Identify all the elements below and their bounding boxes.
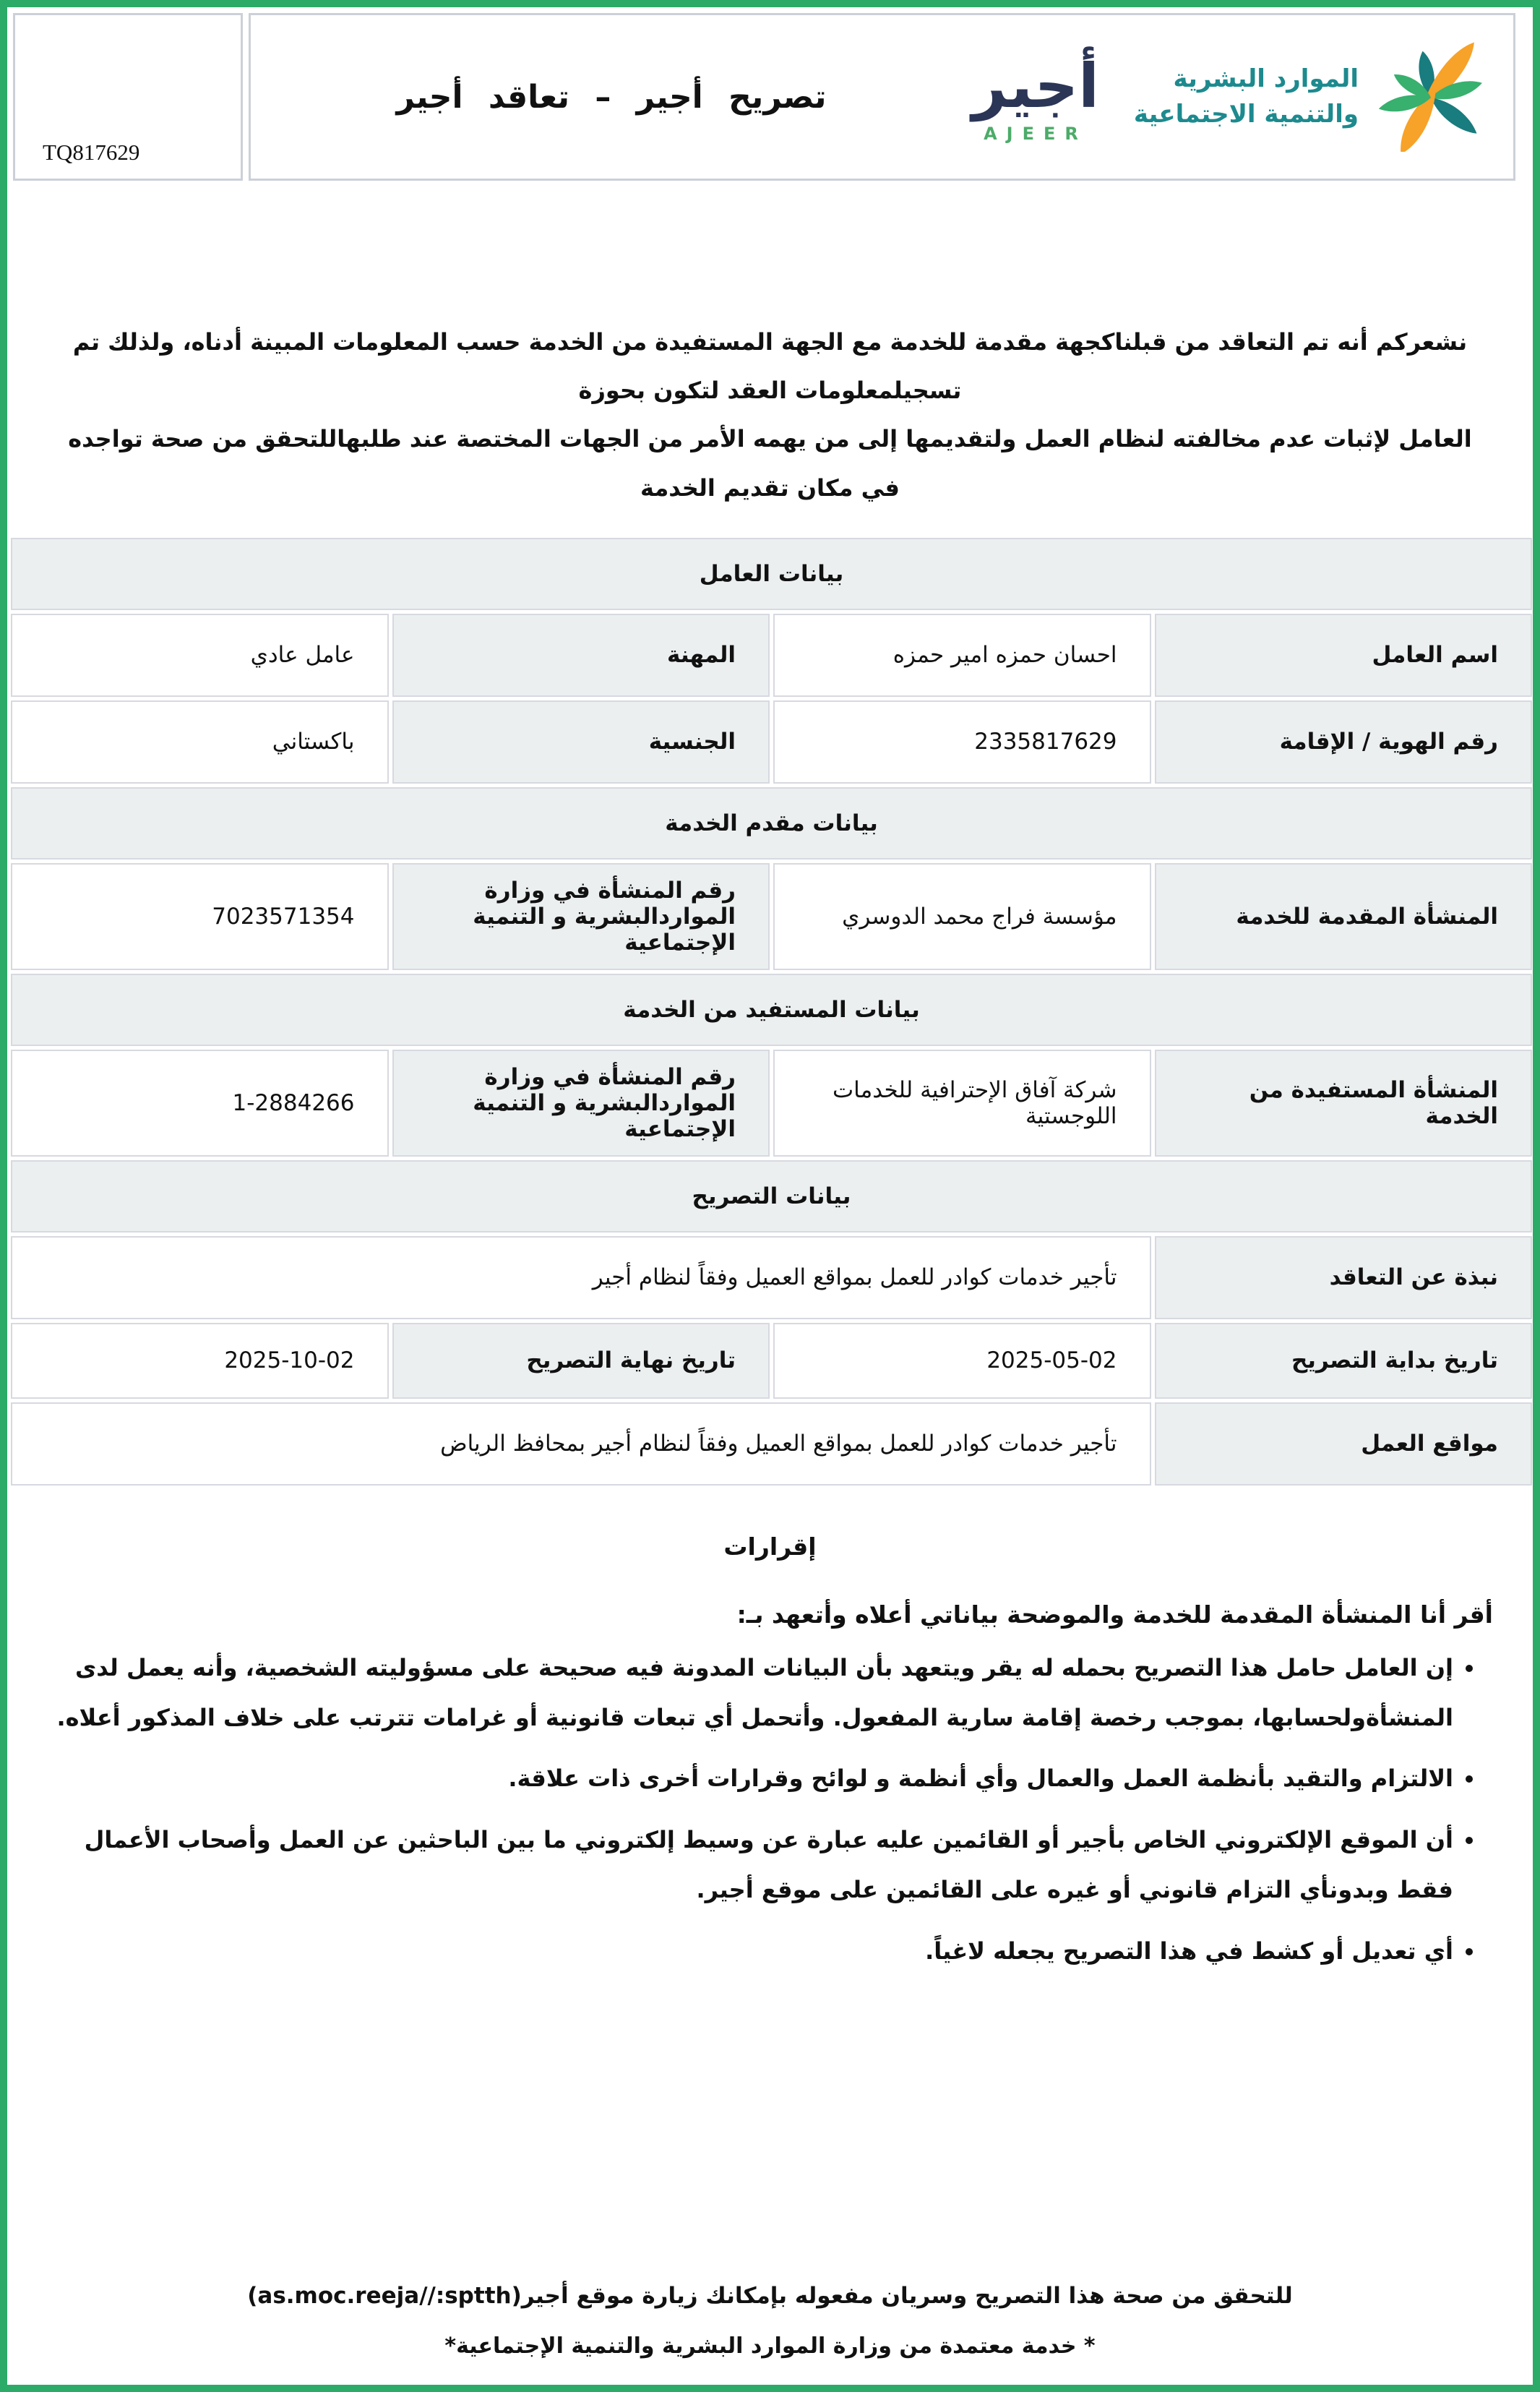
intro-paragraph bbox=[47, 318, 1493, 513]
title-area bbox=[251, 79, 972, 116]
worker-name-value: احسان حمزه امير حمزه bbox=[773, 614, 1151, 697]
provider-section-header: بيانات مقدم الخدمة bbox=[11, 787, 1532, 860]
worker-id-label: رقم الهوية / الإقامة bbox=[1155, 700, 1533, 784]
footer-accredited-line: * خدمة معتمدة من وزارة الموارد البشرية والتنمية الإجتماعية* bbox=[444, 2333, 1096, 2359]
declaration-item: • أن الموقع الإلكتروني الخاص بأجير أو القائمين عليه عبارة عن وسيط إلكتروني ما بين الباحثين عن العمل وأصحاب الأعمال فقط وبدونأي التزام قانوني أو غيره على القائمين على موقع أجير. bbox=[47, 1815, 1453, 1915]
worker-nationality-label: الجنسية bbox=[392, 700, 770, 784]
header-main-box bbox=[249, 13, 1515, 181]
worker-profession-label: المهنة bbox=[392, 614, 770, 697]
contract-summary-value: تأجير خدمات كوادر للعمل بمواقع العميل وفقاً لنظام أجير bbox=[11, 1236, 1151, 1319]
contract-summary-label: نبذة عن التعاقد bbox=[1155, 1236, 1533, 1319]
permit-section-header: بيانات التصريح bbox=[11, 1160, 1532, 1233]
work-locations-label: مواقع العمل bbox=[1155, 1402, 1533, 1486]
ministry-name-line1: الموارد البشرية bbox=[1173, 64, 1359, 93]
permit-number: TQ817629 bbox=[43, 140, 140, 165]
declarations-section bbox=[47, 1532, 1493, 1976]
details-table bbox=[7, 534, 1536, 1489]
work-locations-value: تأجير خدمات كوادر للعمل بمواقع العميل وفقاً لنظام أجير بمحافظ الرياض bbox=[11, 1402, 1151, 1486]
beneficiary-establishment-label: المنشأة المستفيدة من الخدمة bbox=[1155, 1050, 1533, 1157]
declaration-item: • الالتزام والتقيد بأنظمة العمل والعمال وأي أنظمة و لوائح وقرارات أخرى ذات علاقة. bbox=[47, 1754, 1453, 1804]
beneficiary-number-label: رقم المنشأة في وزارة المواردالبشرية و التنمية الإجتماعية bbox=[392, 1050, 770, 1157]
provider-number-label: رقم المنشأة في وزارة المواردالبشرية و التنمية الإجتماعية bbox=[392, 863, 770, 970]
header bbox=[13, 13, 1515, 181]
permit-end-date-value: 2025-10-02 bbox=[11, 1323, 389, 1399]
ministry-name bbox=[1134, 61, 1359, 133]
permit-number-box bbox=[13, 13, 243, 181]
declarations-list bbox=[47, 1643, 1493, 1976]
ministry-logo bbox=[1134, 39, 1487, 155]
ministry-star-icon bbox=[1375, 39, 1487, 155]
page-title: تصريح أجير – تعاقد أجير bbox=[396, 78, 827, 116]
worker-section-header: بيانات العامل bbox=[11, 538, 1532, 610]
provider-establishment-label: المنشأة المقدمة للخدمة bbox=[1155, 863, 1533, 970]
worker-nationality-value: باكستاني bbox=[11, 700, 389, 784]
permit-start-date-value: 2025-05-02 bbox=[773, 1323, 1151, 1399]
declaration-item: • أي تعديل أو كشط في هذا التصريح يجعله لاغياً. bbox=[47, 1926, 1453, 1976]
intro-line-2: العامل لإثبات عدم مخالفته لنظام العمل ولتقديمها إلى من يهمه الأمر من الجهات المختصة عند طلبهاللتحقق من صحة تواجده في مكان تقديم الخدمة bbox=[68, 425, 1472, 502]
beneficiary-section-header: بيانات المستفيد من الخدمة bbox=[11, 974, 1532, 1046]
footer bbox=[7, 2283, 1533, 2359]
ministry-name-line2: والتنمية الاجتماعية bbox=[1133, 100, 1359, 129]
permit-end-date-label: تاريخ نهاية التصريح bbox=[392, 1323, 770, 1399]
ajeer-logo-latin: AJEER bbox=[984, 124, 1088, 145]
worker-id-value: 2335817629 bbox=[773, 700, 1151, 784]
declaration-item: • إن العامل حامل هذا التصريح بحمله له يقر ويتعهد بأن البيانات المدونة فيه صحيحة على مسؤوليته الشخصية، وأنه يعمل لدى المنشأةولحسابها، بموجب رخصة إقامة سارية المفعول. وأتحمل أي تبعات قانونية أو غرامات تترتب على خلاف المذكور أعلاه. bbox=[47, 1643, 1453, 1743]
intro-line-1: نشعركم أنه تم التعاقد من قبلناكجهة مقدمة للخدمة مع الجهة المستفيدة من الخدمة حسب المعلومات المبينة أدناه، ولذلك تم تسجيلمعلومات العقد لتكون بحوزة bbox=[72, 328, 1468, 405]
provider-number-value: 7023571354 bbox=[11, 863, 389, 970]
worker-profession-value: عامل عادي bbox=[11, 614, 389, 697]
beneficiary-number-value: 1-2884266 bbox=[11, 1050, 389, 1157]
logo-group bbox=[972, 39, 1513, 155]
ajeer-logo-arabic: أجير bbox=[972, 50, 1099, 121]
provider-establishment-value: مؤسسة فراج محمد الدوسري bbox=[773, 863, 1151, 970]
declarations-intro: أقر أنا المنشأة المقدمة للخدمة والموضحة بياناتي أعلاه وأتعهد بـ: bbox=[736, 1600, 1493, 1629]
beneficiary-establishment-value: شركة آفاق الإحترافية للخدمات اللوجستية bbox=[773, 1050, 1151, 1157]
ajeer-logo bbox=[972, 50, 1099, 144]
declarations-heading: إقرارات bbox=[723, 1532, 817, 1561]
permit-start-date-label: تاريخ بداية التصريح bbox=[1155, 1323, 1533, 1399]
footer-verify-line: للتحقق من صحة هذا التصريح وسريان مفعوله بإمكانك زيارة موقع أجير(as.moc.reeja//:sptth) bbox=[247, 2283, 1293, 2309]
worker-name-label: اسم العامل bbox=[1155, 614, 1533, 697]
